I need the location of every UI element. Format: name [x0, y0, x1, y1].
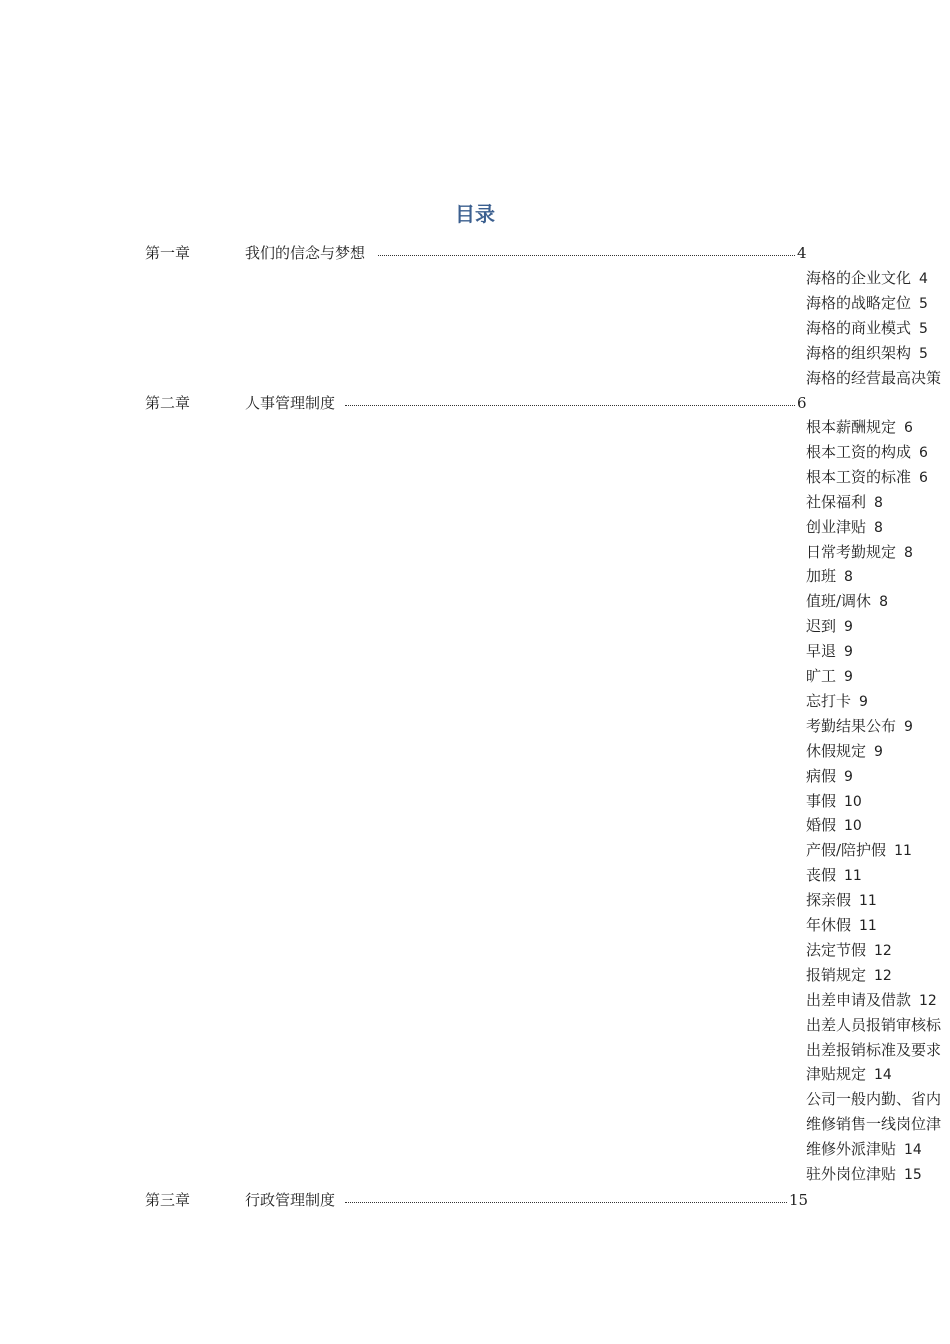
section-page: 5: [919, 346, 928, 362]
section-page: 9: [844, 669, 853, 685]
section-label: 海格的企业文化: [806, 269, 912, 287]
chapter-page: 6: [797, 394, 807, 412]
toc-section-item[interactable]: [806, 888, 950, 913]
chapter-page: 15: [789, 1191, 809, 1209]
section-page: 14: [874, 1067, 892, 1084]
section-page: 5: [919, 321, 928, 337]
toc-section-item[interactable]: [806, 1112, 950, 1137]
section-page: 4: [919, 271, 928, 287]
section-label: 加班: [806, 567, 837, 586]
section-page: 9: [859, 693, 868, 710]
toc-section-item[interactable]: [806, 789, 950, 814]
chapter-page: 4: [797, 244, 807, 262]
chapter-number: 第二章: [145, 394, 191, 412]
section-page: 11: [894, 843, 912, 860]
chapter-title: 人事管理制度: [245, 394, 336, 412]
toc-section-item[interactable]: [806, 490, 950, 515]
section-page: 6: [904, 420, 913, 436]
section-page: 9: [844, 644, 853, 661]
section-page: 8: [874, 519, 883, 536]
toc-section-item[interactable]: [806, 838, 950, 863]
section-page: 9: [844, 768, 853, 785]
chapter-number: 第三章: [145, 1191, 191, 1209]
toc-section-item[interactable]: [806, 341, 950, 366]
section-page: 11: [859, 918, 877, 934]
toc-section-item[interactable]: [806, 266, 950, 291]
toc-chapter[interactable]: [0, 241, 950, 266]
toc-section-item[interactable]: [806, 540, 950, 565]
section-label: 出差报销标准及要求: [806, 1040, 942, 1059]
section-page: 9: [904, 718, 913, 735]
section-label: 忘打卡: [806, 691, 852, 710]
section-label: 事假: [806, 791, 837, 810]
toc-section-item[interactable]: [806, 714, 950, 739]
chapter-title: 我们的信念与梦想: [245, 244, 366, 262]
toc-section-item[interactable]: [806, 689, 950, 714]
section-page: 11: [859, 893, 877, 910]
section-label: 法定节假: [806, 940, 867, 959]
toc-section-item[interactable]: [806, 1062, 950, 1087]
section-page: 10: [844, 818, 862, 835]
section-page: 12: [874, 942, 892, 959]
section-label: 社保福利: [806, 492, 867, 511]
section-page: 8: [879, 594, 888, 611]
section-page: 8: [844, 569, 853, 586]
section-page: 12: [919, 992, 937, 1009]
section-label: 探亲假: [806, 891, 852, 910]
toc-chapter[interactable]: [0, 1188, 950, 1213]
toc-section-item[interactable]: [806, 963, 950, 988]
section-label: 报销规定: [806, 965, 867, 984]
section-page: 5: [919, 296, 928, 312]
toc-section-item[interactable]: [806, 639, 950, 664]
section-label: 津贴规定: [806, 1065, 867, 1084]
toc-section-item[interactable]: [806, 938, 950, 963]
section-label: 海格的经营最高决策: [806, 369, 942, 387]
section-label: 考勤结果公布: [806, 716, 897, 735]
section-label: 创业津贴: [806, 517, 867, 536]
section-page: 12: [874, 967, 892, 984]
section-page: 8: [904, 544, 913, 561]
toc-section-item[interactable]: [806, 1087, 950, 1112]
section-label: 丧假: [806, 866, 837, 885]
toc-section-item[interactable]: [806, 813, 950, 838]
dot-leader: [345, 1202, 787, 1203]
section-label: 出差人员报销审核标: [806, 1015, 942, 1034]
toc-section-item[interactable]: [806, 913, 950, 938]
section-label: 根本工资的标准: [806, 467, 912, 486]
dot-leader: [378, 255, 795, 256]
section-label: 维修销售一线岗位津: [806, 1115, 942, 1134]
toc-section-item[interactable]: [806, 1013, 950, 1038]
toc-section-item[interactable]: [806, 664, 950, 689]
dot-leader: [345, 405, 795, 406]
toc-title: 目录: [455, 202, 495, 226]
section-label: 维修外派津贴: [806, 1140, 897, 1159]
chapter-number: 第一章: [145, 244, 191, 262]
section-label: 公司一般内勤、省内: [806, 1090, 942, 1109]
section-page: 9: [874, 743, 883, 760]
section-label: 年休假: [806, 916, 852, 934]
toc-section-item[interactable]: [806, 863, 950, 888]
section-page: 9: [844, 619, 853, 636]
toc-section-item[interactable]: [806, 465, 950, 490]
section-page: 6: [919, 444, 928, 461]
section-label: 旷工: [806, 667, 837, 685]
toc-section-item[interactable]: [806, 1137, 950, 1162]
section-label: 海格的组织架构: [806, 344, 912, 362]
chapter-title: 行政管理制度: [245, 1191, 336, 1209]
section-label: 迟到: [806, 617, 837, 636]
section-label: 产假/陪护假: [806, 841, 887, 860]
section-page: 14: [904, 1142, 922, 1159]
section-page: 6: [919, 469, 928, 486]
toc-section-item[interactable]: [806, 415, 950, 440]
toc-section-item[interactable]: [806, 316, 950, 341]
section-label: 出差申请及借款: [806, 990, 912, 1009]
toc-section-item[interactable]: [806, 1038, 950, 1063]
toc-section-item[interactable]: [806, 764, 950, 789]
section-label: 早退: [806, 642, 837, 661]
section-label: 海格的战略定位: [806, 294, 912, 312]
section-page: 8: [874, 494, 883, 511]
section-page: 11: [844, 868, 862, 885]
section-label: 值班/调休: [806, 592, 872, 611]
section-page: 10: [844, 793, 862, 810]
toc-section-item[interactable]: [806, 291, 950, 316]
section-label: 驻外岗位津贴: [806, 1165, 897, 1183]
section-label: 根本薪酬规定: [806, 418, 897, 436]
toc-section-item[interactable]: [806, 988, 950, 1013]
section-label: 休假规定: [806, 741, 867, 760]
section-label: 婚假: [806, 816, 837, 835]
section-label: 根本工资的构成: [806, 442, 912, 461]
toc-section-item[interactable]: [806, 564, 950, 589]
section-label: 海格的商业模式: [806, 319, 912, 337]
toc-section-item[interactable]: [806, 1162, 950, 1187]
section-label: 病假: [806, 766, 837, 785]
toc-section-item[interactable]: [806, 366, 950, 391]
toc-section-item[interactable]: [806, 739, 950, 764]
section-page: 15: [904, 1167, 922, 1183]
toc-section-item[interactable]: [806, 589, 950, 614]
section-label: 日常考勤规定: [806, 542, 897, 561]
toc-section-item[interactable]: [806, 515, 950, 540]
toc-section-item[interactable]: [806, 440, 950, 465]
toc-chapter[interactable]: [0, 391, 950, 416]
toc-section-item[interactable]: [806, 614, 950, 639]
